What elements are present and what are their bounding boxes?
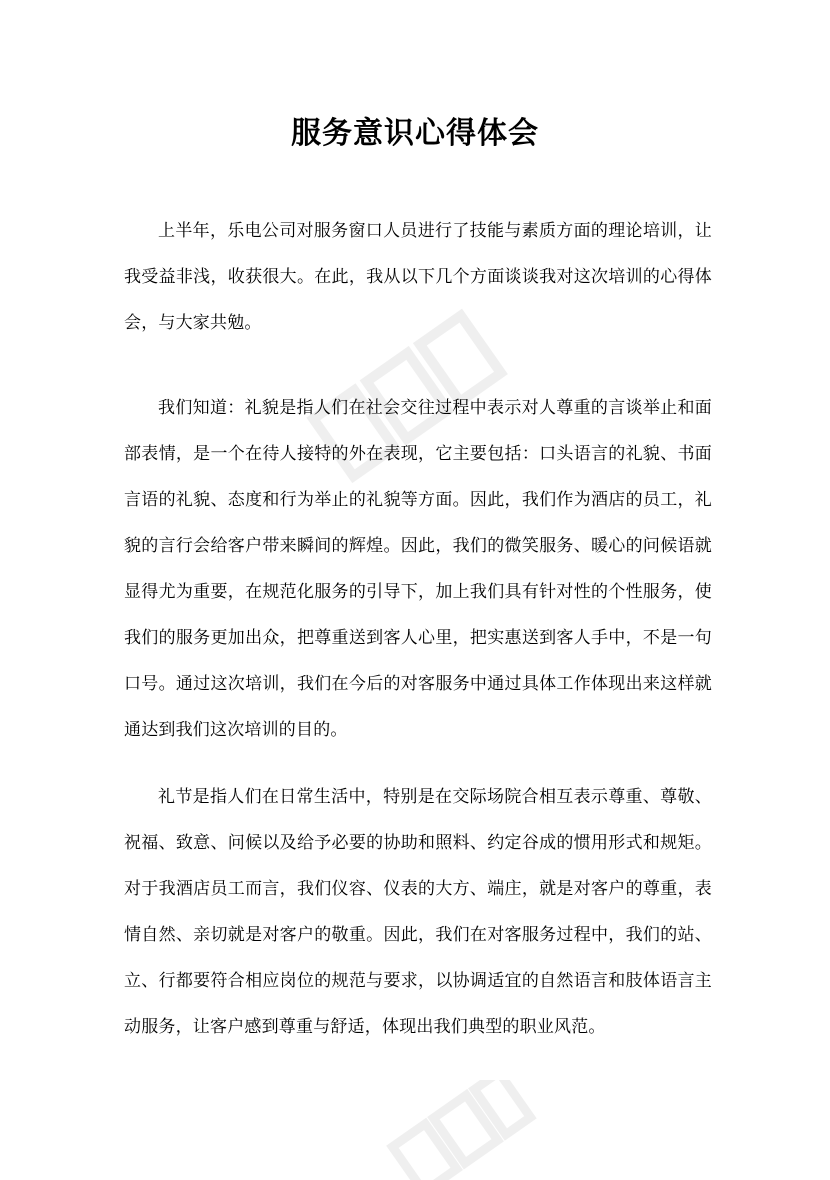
document-title: 服务意识心得体会	[291, 116, 539, 151]
watermark-logo-icon	[380, 1080, 540, 1180]
paragraph: 上半年，乐电公司对服务窗口人员进行了技能与素质方面的理论培训，让我受益非浅，收获很大。在此，我从以下几个方面谈谈我对这次培训的心得体会，与大家共勉。	[124, 221, 712, 333]
paragraph: 我们知道：礼貌是指人们在社会交往过程中表示对人尊重的言谈举止和面部表情，是一个在待人接特的外在表现，它主要包括：口头语言的礼貌、书面言语的礼貌、态度和行为举止的礼貌等方面。因此，我们作为酒店的员工，礼貌的言行会给客户带来瞬间的辉煌。因此，我们的微笑服务、暖心的问候语就显得尤为重要，在规范化服务的引导下，加上我们具有针对性的个性服务，使我们的服务更加出众，把尊重送到客人心里，把实惠送到客人手中，不是一句口号。通过这次培训，我们在今后的对客服务中通过具体工作体现出来这样就通达到我们这次培训的目的。	[124, 398, 712, 740]
paragraph: 礼节是指人们在日常生活中，特别是在交际场院合相互表示尊重、尊敬、祝福、致意、问候以及给予必要的协助和照料、约定谷成的惯用形式和规矩。对于我酒店员工而言，我们仪容、仪表的大方、端庄，就是对客户的尊重，表情自然、亲切就是对客户的敬重。因此，我们在对客服务过程中，我们的站、立、行都要符合相应岗位的规范与要求，以协调适宜的自然语言和肢体语言主动服务，让客户感到尊重与舒适，体现出我们典型的职业风范。	[124, 787, 712, 1037]
